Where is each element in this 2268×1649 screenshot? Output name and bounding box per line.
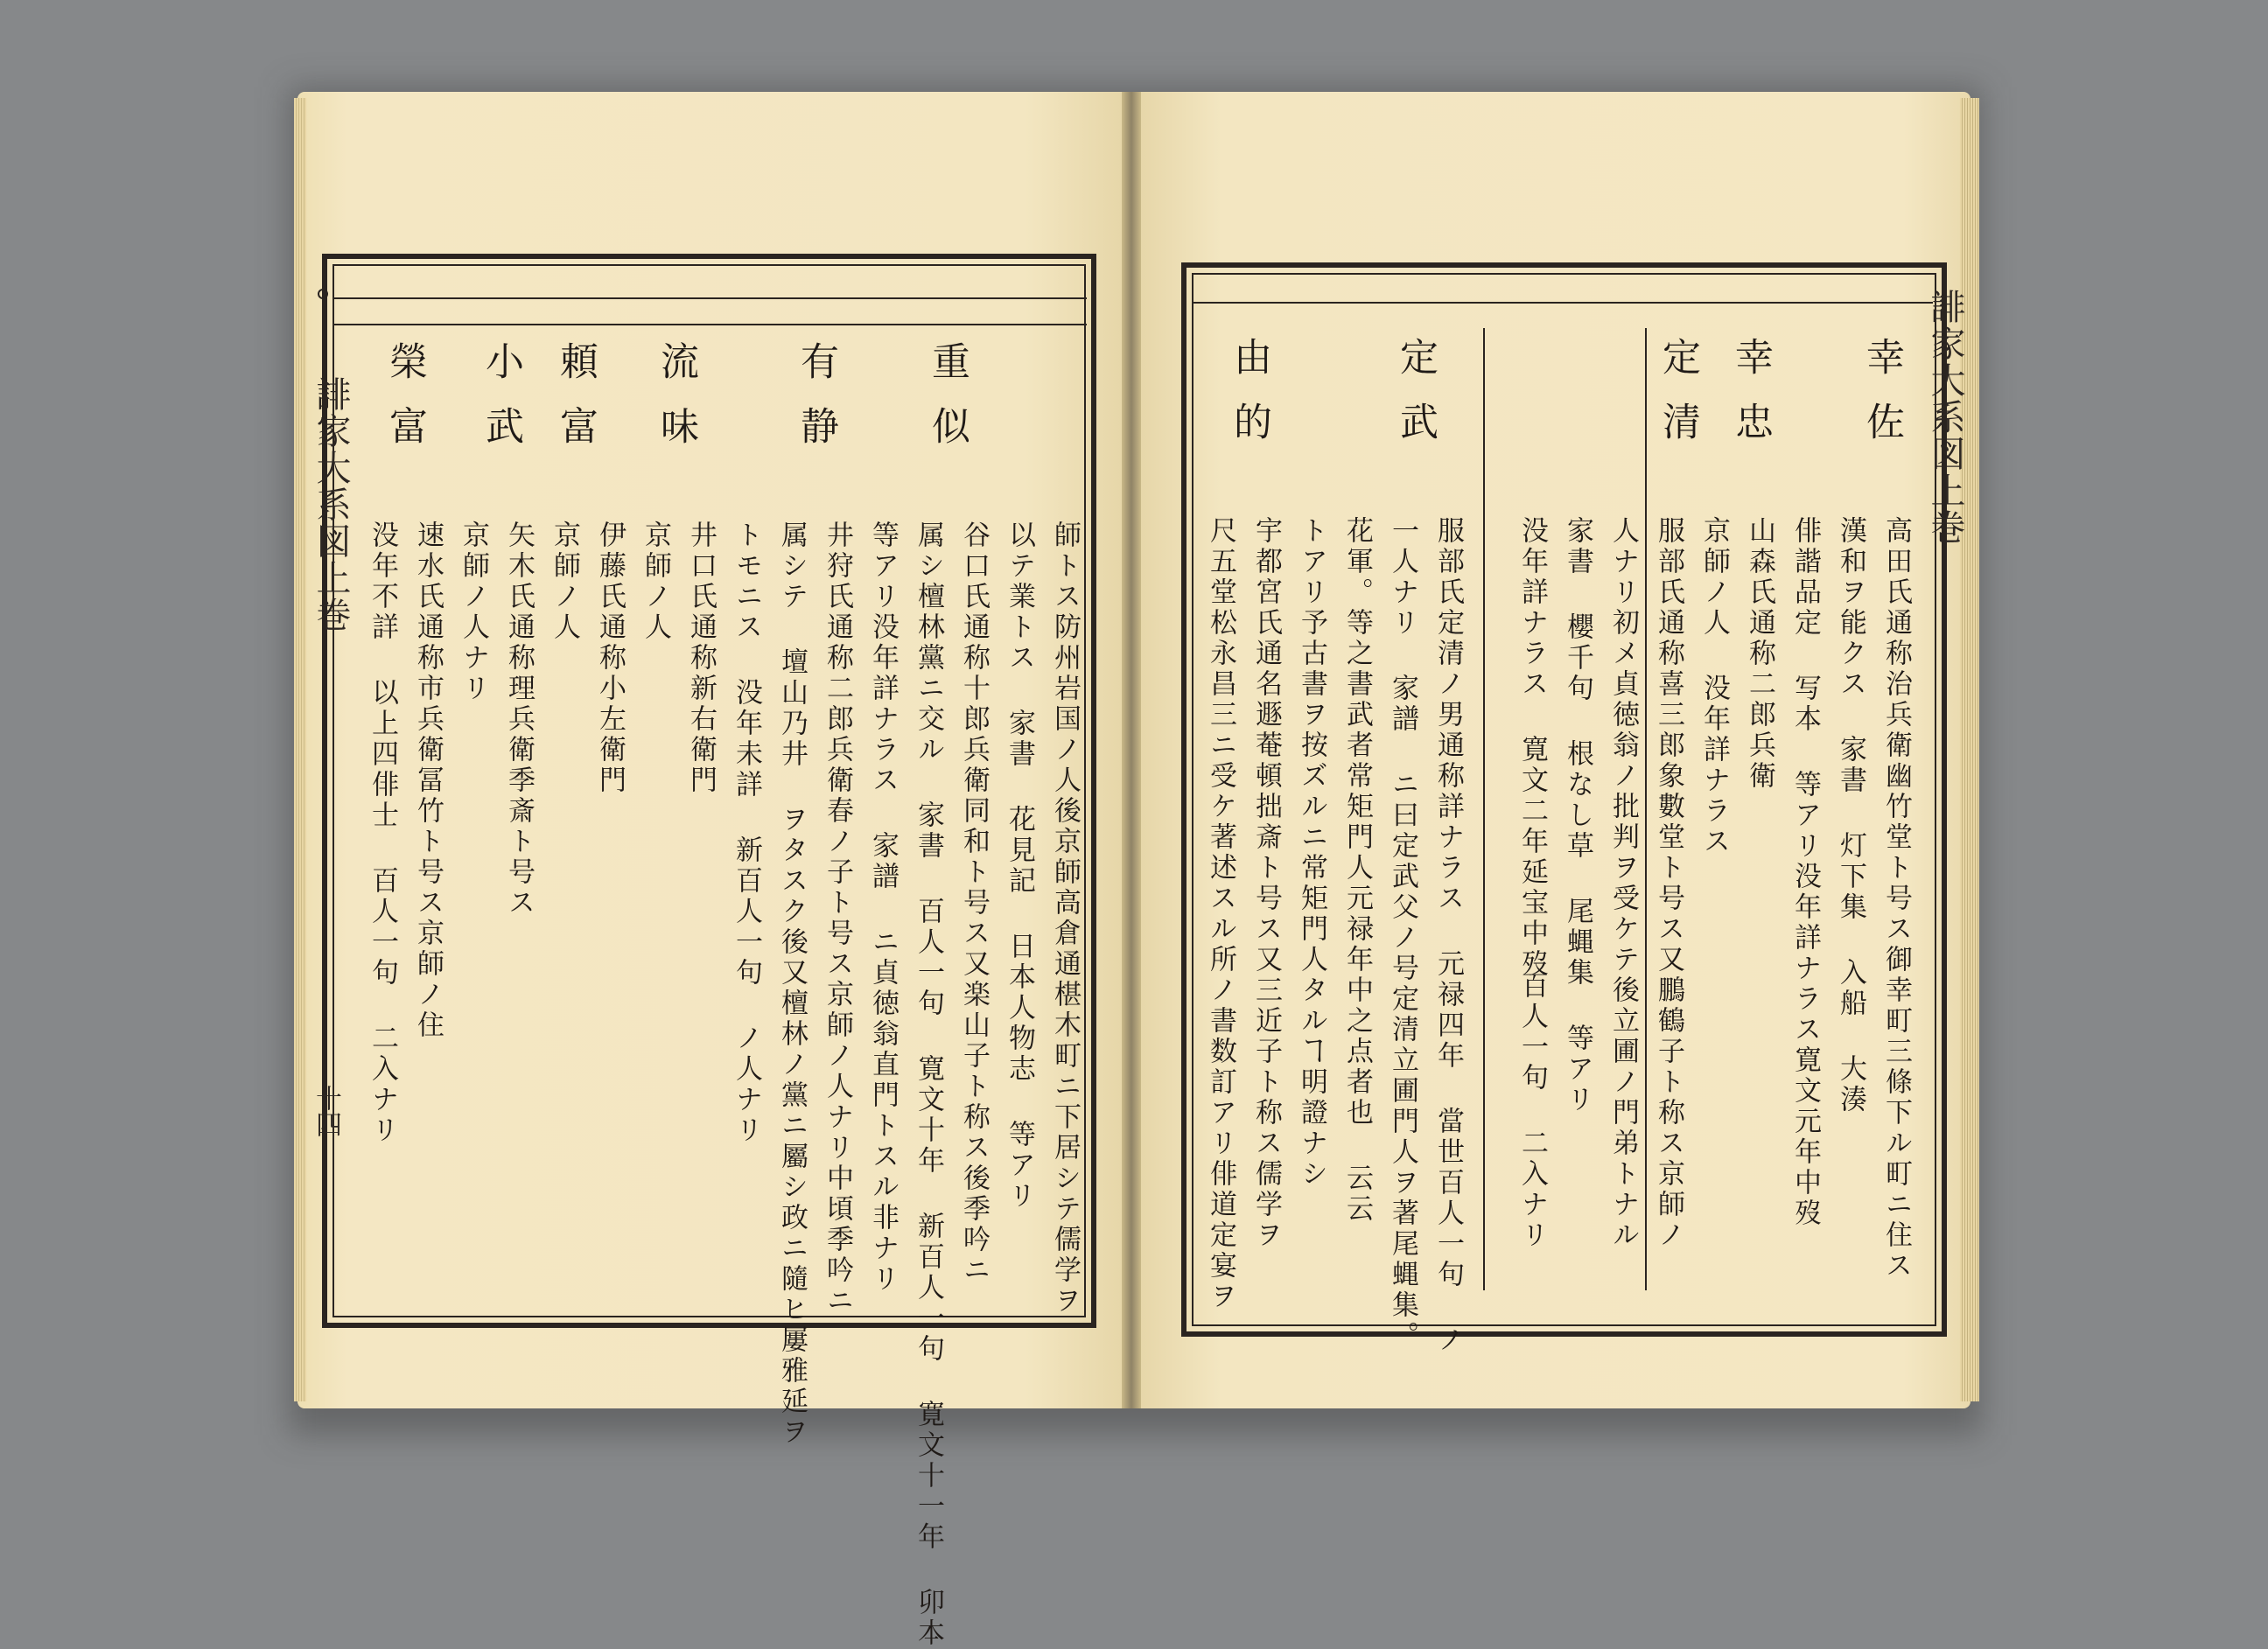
entry-line: 俳諧品定 写本 等アリ没年詳ナラス寛文元年中歿 [1789,516,1821,1229]
entry-name-yuteki: 由的 [1227,337,1271,466]
entry-line: 属シ檀林黨ニ交ル 家書 百人一句 寛文十年 新百人一句 寛文十一年 卯本 [913,521,944,1649]
entry-name-eifu: 榮富 [382,341,427,471]
entry-line: 井口氏通称新右衛門 [685,521,717,796]
left-page-edges [294,98,306,1401]
entry-line: 京師ノ人 [640,521,671,643]
entry-line: 服部氏通称喜三郎象數堂ト号ス又鵬鶴子ト称ス京師ノ [1653,516,1684,1251]
entry-line: 師トス防州岩国ノ人後京師高倉通椹木町ニ下居シテ儒学ヲ [1049,521,1081,1317]
entry-line: 高田氏通称治兵衛幽竹堂ト号ス御幸町三條下ル町ニ住ス [1880,516,1912,1282]
entry-name-kochu: 幸忠 [1728,337,1773,466]
left-header-rule [334,297,1087,299]
entry-line: 宇都宮氏通名遯菴頓拙斎ト号ス又三近子ト称ス儒学ヲ [1250,516,1282,1251]
left-header-rule-2 [334,324,1087,325]
entry-line: 速水氏通称市兵衛冨竹ト号ス京師ノ住 [412,521,444,1041]
entry-line: 服部氏定清ノ男通称詳ナラス 元禄四年 當世百人一句 ノ [1432,516,1464,1356]
entry-line: トモニス 没年未詳 新百人一句 ノ人ナリ [731,521,762,1146]
entry-line: 百人一句 二入ナリ [1516,971,1548,1251]
entry-line: 以テ業トス 家書 花見記 日本人物志 等アリ [1004,521,1035,1212]
entry-name-raifu: 頼富 [553,341,598,471]
entry-line: 矢木氏通称理兵衛季斎ト号ス [503,521,535,919]
entry-line: 井狩氏通称二郎兵衛春ノ子ト号ス京師ノ人ナリ中頃季吟ニ [822,521,853,1317]
entry-name-yusei: 有静 [794,341,838,471]
left-frame-ornament [318,289,328,299]
book-gutter [1122,92,1141,1408]
entry-line: トアリ予古書ヲ按ズルニ常矩門人タルヿ明證ナシ [1296,516,1327,1190]
entry-name-teisei: 定清 [1656,337,1700,466]
entry-name-ryumi: 流味 [654,341,698,471]
right-section-divider-2 [1645,328,1647,1290]
entry-line: 等アリ没年詳ナラス 家譜 ニ貞徳翁直門トスル非ナリ [867,521,899,1295]
right-header-rule [1194,302,1933,304]
entry-name-shobu: 小武 [479,341,523,471]
entry-name-kosa: 幸佐 [1859,337,1904,466]
entry-name-teibu: 定武 [1393,337,1438,466]
entry-line: 一人ナリ 家譜 ニ曰定武父ノ号定清立圃門人ヲ著尾蝿集。 [1387,516,1418,1352]
entry-line: 伊藤氏通称小左衛門 [594,521,626,796]
entry-line: 京師ノ人 没年詳ナラス [1698,516,1730,857]
right-section-divider [1483,328,1485,1290]
entry-line: 京師ノ人ナリ [458,521,489,704]
entry-line: 属シテ 壇山乃井 ヲタスク後又檀林ノ黨ニ屬シ政ニ隨ヒ屢雅延ヲ [776,521,808,1448]
entry-line: 没年詳ナラス 寛文二年延宝中歿 [1516,516,1548,980]
entry-name-juji: 重似 [925,341,970,471]
entry-line: 尺五堂松永昌三ニ受ケ著述スル所ノ書数訂アリ俳道定宴ヲ [1205,516,1236,1312]
entry-line: 京師ノ人 [549,521,580,643]
entry-line: 没年不詳 以上四俳士 百人一句 二入ナリ [367,521,398,1146]
entry-line: 谷口氏通称十郎兵衛同和ト号ス又楽山子ト称ス後季吟ニ [958,521,990,1286]
entry-line: 花軍。等之書武者常矩門人元禄年中之点者也 云云 [1341,516,1373,1225]
entry-line: 漢和ヲ能クス 家書 灯下集 入船 大湊 [1835,516,1866,1115]
right-fold-title: 誹家大系図上巻 [1925,289,1965,546]
left-fold-title: 誹家大系図上巻 [311,376,351,633]
entry-line: 家書 櫻千句 根なし草 尾蝿集 等アリ [1562,516,1593,1115]
left-page-number: 十四 [311,1085,341,1137]
entry-line: 山森氏通称二郎兵衛 [1744,516,1775,792]
entry-line: 人ナリ初メ貞徳翁ノ批判ヲ受ケテ後立圃ノ門弟トナル [1607,516,1639,1251]
